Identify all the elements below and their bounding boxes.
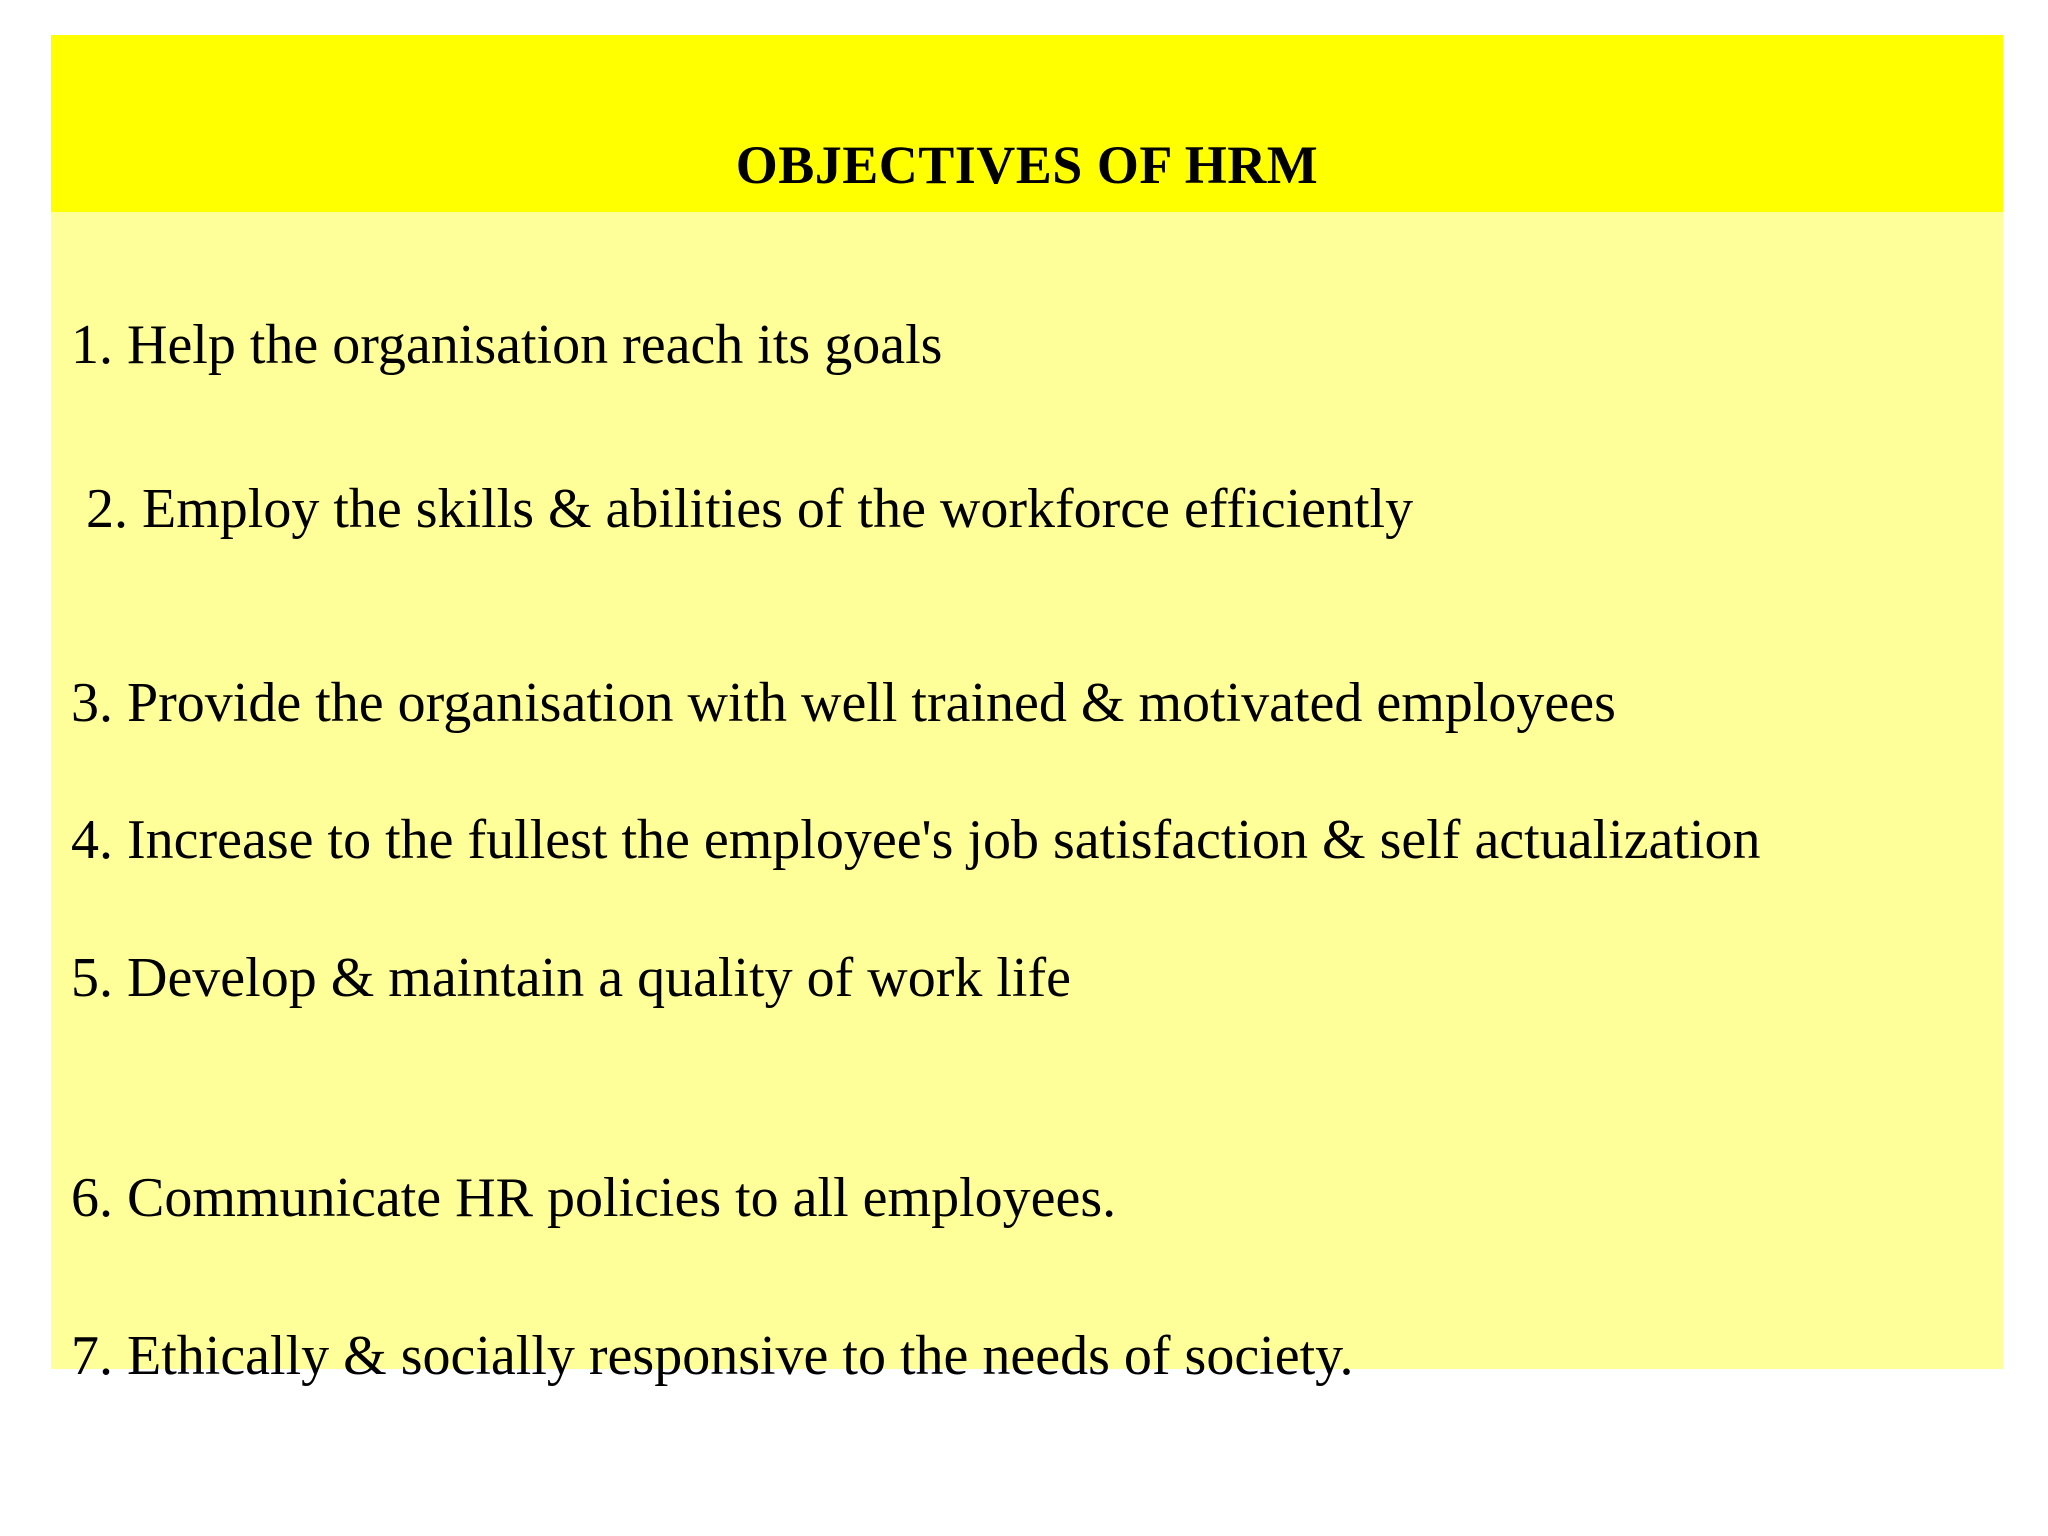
slide-title: OBJECTIVES OF HRM	[735, 135, 1319, 195]
objective-item-6: 6. Communicate HR policies to all employees.	[71, 1167, 1117, 1229]
objective-item-5: 5. Develop & maintain a quality of work life	[71, 947, 1071, 1009]
objective-item-2: 2. Employ the skills & abilities of the workforce efficiently	[86, 478, 1414, 540]
title-band	[51, 35, 2003, 212]
objective-item-1: 1. Help the organisation reach its goals	[71, 314, 943, 376]
objective-item-4: 4. Increase to the fullest the employee's job satisfaction & self actualization	[71, 809, 1761, 871]
slide	[51, 35, 2003, 1387]
objective-item-7: 7. Ethically & socially responsive to the needs of society.	[71, 1325, 1354, 1387]
objective-item-3: 3. Provide the organisation with well trained & motivated employees	[71, 672, 1616, 734]
